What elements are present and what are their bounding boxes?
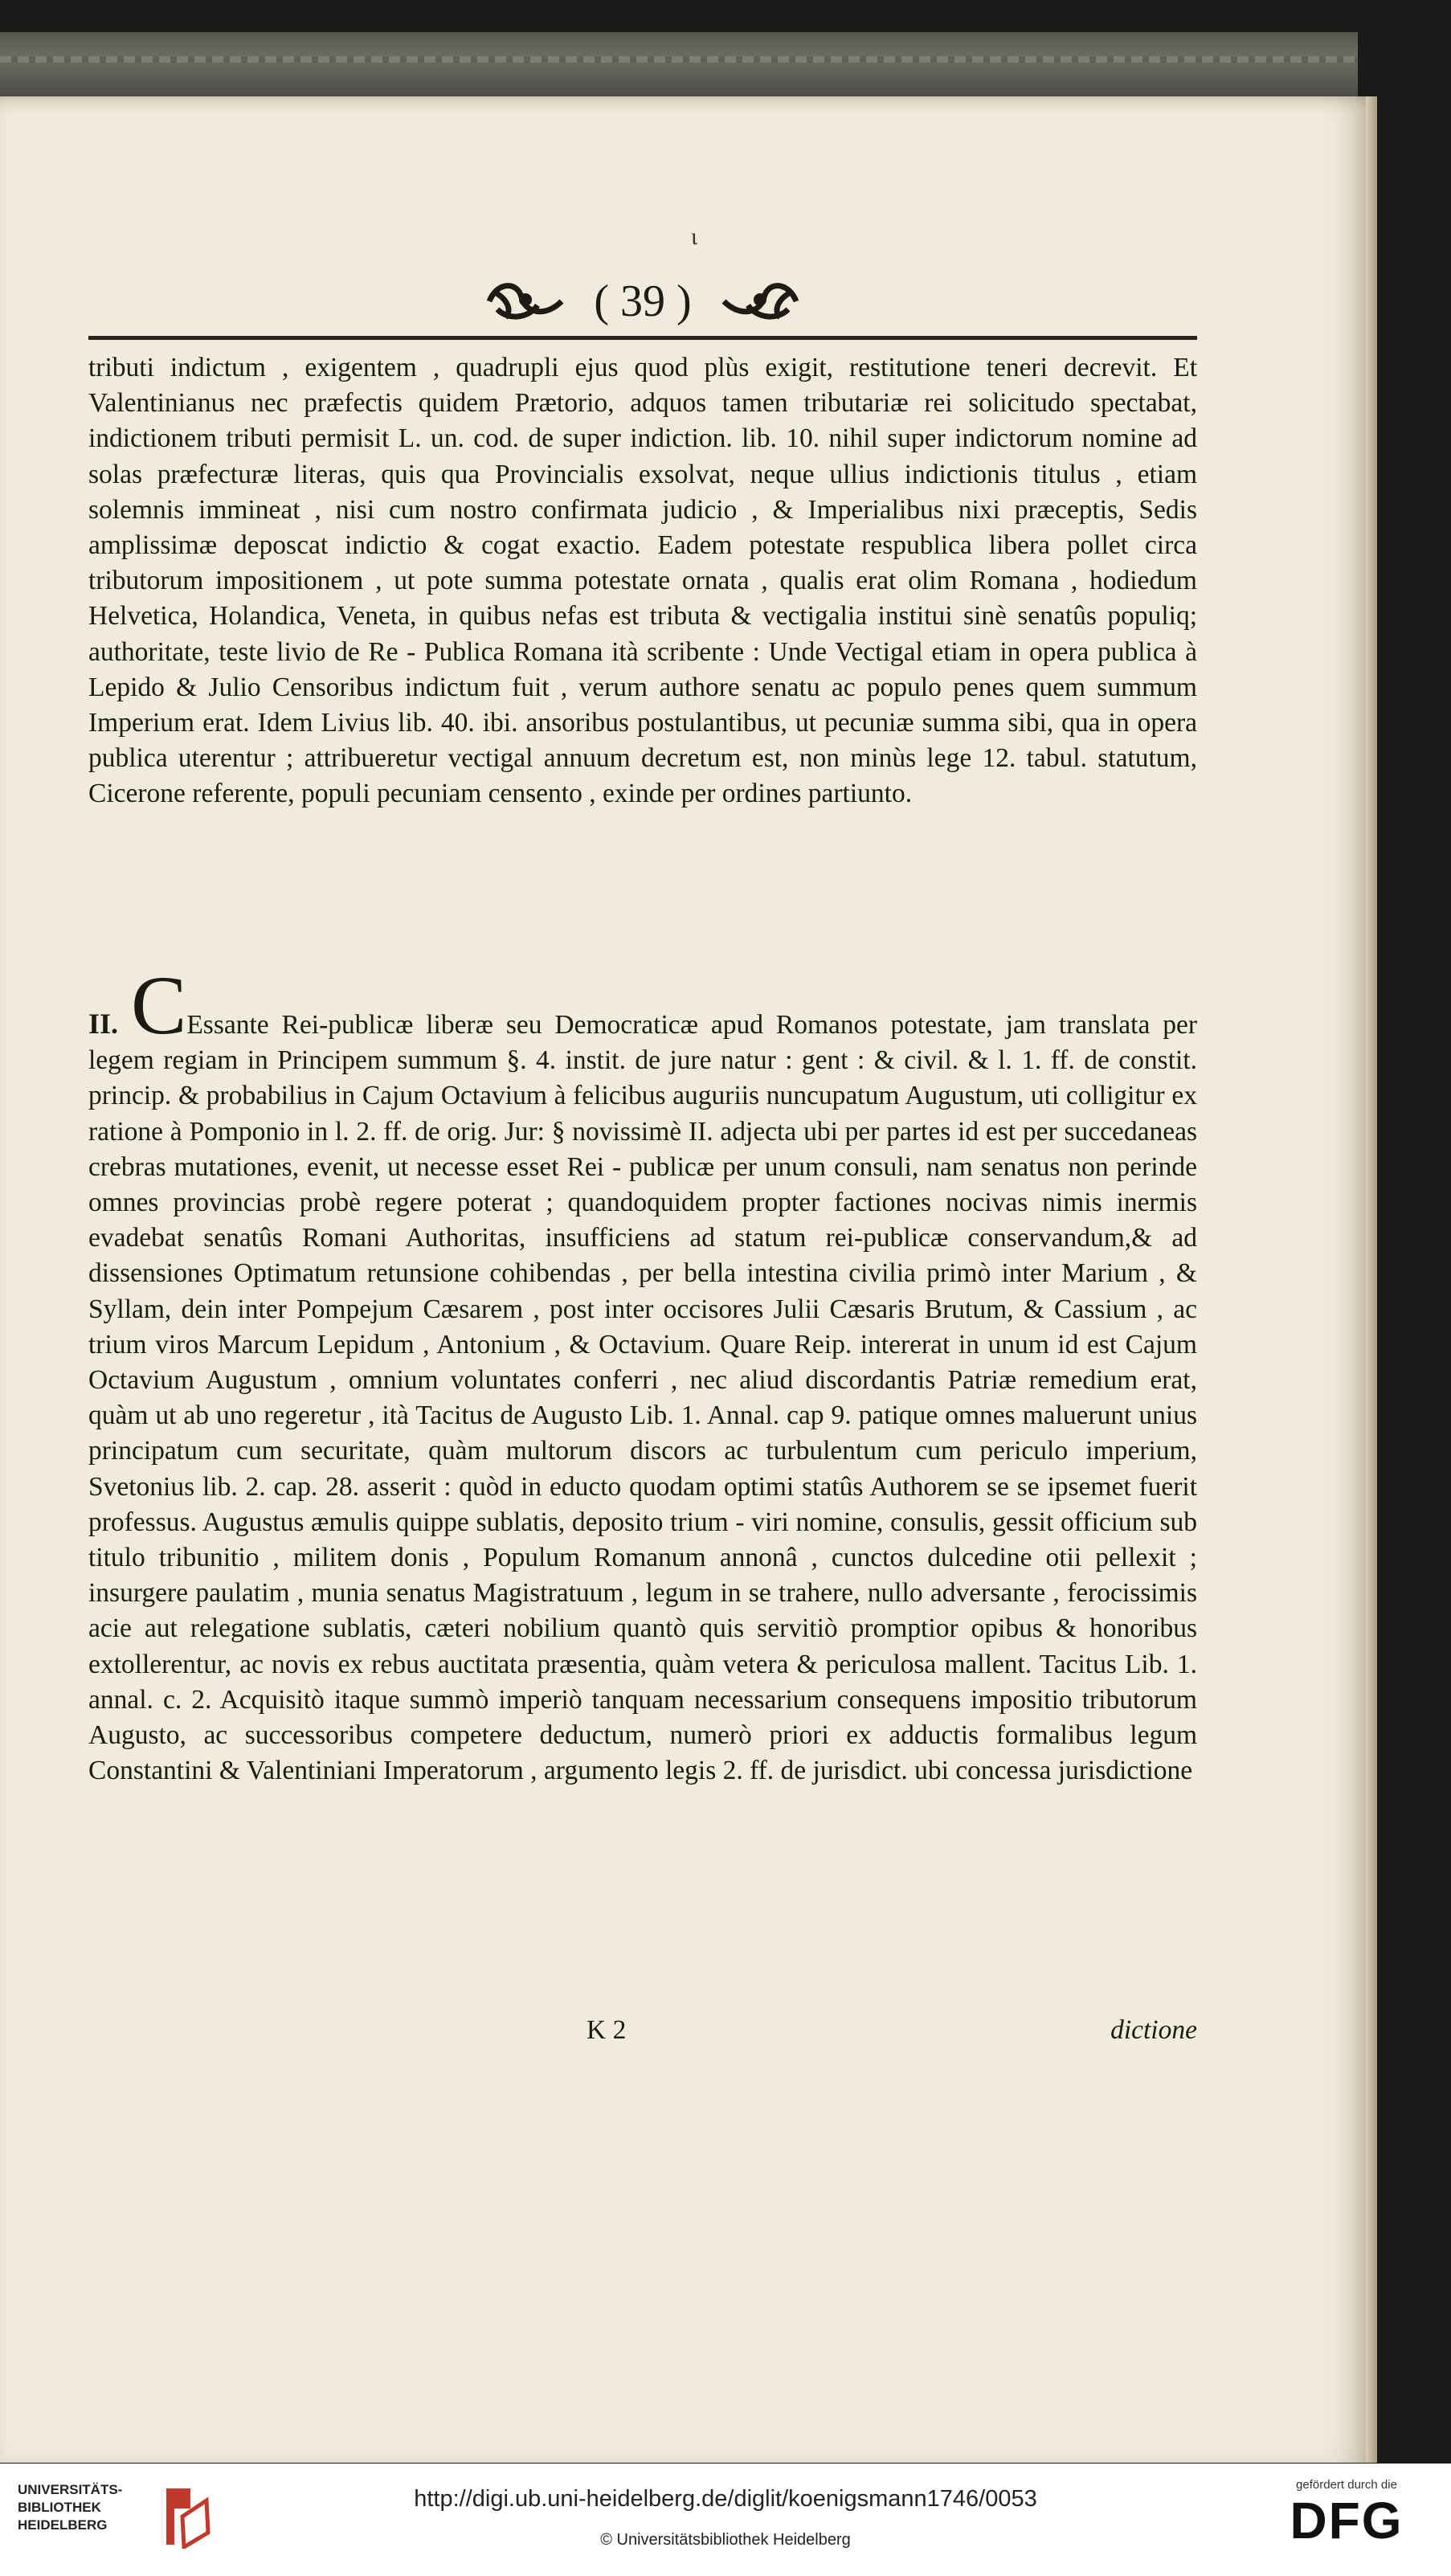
page-footer [88, 2015, 1197, 2051]
dfg-wordmark: DFG [1290, 2492, 1404, 2549]
right-ornament-icon [716, 277, 804, 325]
library-name-line-3: HEIDELBERG [18, 2517, 108, 2533]
funded-by-label: gefördert durch die [1296, 2478, 1397, 2492]
top-mark: ɩ [691, 223, 698, 250]
paragraph-2-body [88, 959, 1197, 1789]
dfg-logo[interactable] [1266, 2478, 1427, 2566]
catchword: dictione [1110, 2015, 1197, 2045]
paragraph-1 [88, 350, 1197, 812]
permalink-url[interactable]: http://digi.ub.uni-heidelberg.de/diglit/koenigsmann1746/0053 [414, 2486, 1037, 2512]
paragraph-2-text: Essante Rei-publicæ liberæ seu Democraticæ apud Romanos potestate, jam translata per legem regiam in Principem summum §. 4. instit. de jure natur : gent : & civil. & l. 1. ff. de constit. princip. & probabilius in Cajum Octavium à felicibus auguriis nuncupatum Augustum, uti colligitur ex ratione à Pomponio in l. 2. ff. de orig. Jur: § novissimè II. adjecta ubi per partes id est per succedaneas crebras mutationes, evenit, ut necesse esset Rei - publicæ per unum consuli, nam senatus non perinde omnes provincias probè regere poterat ; quandoquidem propter factiones nocivas nimis inermis evadebat senatûs Romani Authoritas, insufficiens ad statum rei-publicæ conservandum,& ad dissensiones Optimatum retunsione cohibendas , per bella intestina civilia primò inter Marium , & Syllam, dein inter Pompejum Cæsarem , post inter occisores Julii Cæsaris Brutum, & Cassium , ac trium viros Marcum Lepidum , Antonium , & Octavium. Quare Reip. intererat in unum id est Cajum Octavium Augustum , omnium voluntates conferri , nec aliud discordantis Patriæ remedium erat, quàm ut ab uno regeretur , ità Tacitus de Augusto Lib. 1. Annal. cap 9. patique omnes maluerunt unius principatum cum securitate, quàm multorum discors ac turbulentum cum periculo imperium, Svetonius lib. 2. cap. 28. asserit : quòd in educto quodam optimi statûs Authorem se se ipsemet fuerit professus. Augustus æmulis quippe sublatis, deposito trium - viri nomine, consulis, gessit officium sub titulo tribunitio , militem donis , Populum Romanum annonâ , cunctos dulcedine otii pellexit ; insurgere paulatim , munia senatus Magistratuum , legum in se trahere, nullo adversante , ferocissimis acie aut relegatione sublatis, cæteri nobilium quantò quis servitiò promptior opibus & honoribus extollerentur, ac novis ex rebus auctitata præsentia, quàm vetera & periculosa mallent. Tacitus Lib. 1. annal. c. 2. Acquisitò itaque summò imperiò tanquam necessarium consequens impositio tributorum Augusto, ac successoribus competere deductum, numerò priori ex adductis formalibus legum Constantini & Valentiniani Imperatorum , argumento legis 2. ff. de jurisdict. ubi concessa jurisdictione [88, 1010, 1197, 1786]
page-header [88, 265, 1197, 337]
paragraph-1-text: tributi indictum , exigentem , quadrupli ejus quod plùs exigit, restitutione teneri decrevit. Et Valentinianus nec præfectis quidem Prætorio, adquos tamen tributariæ rei solicitudo spectabat, indictionem tributi permisit L. un. cod. de super indiction. lib. 10. nihil super indictorum nomine ad solas præfecturæ literas, quis qua Provincialis exsolvat, neque ullius indictionis titulus , etiam solemnis immineat , nisi cum nostro confirmata judicio , & Imperialibus nixi præceptis, Sedis amplissimæ deposcat indictio & cogat exactio. Eadem potestate respublica libera pollet circa tributorum impositionem , ut pote summa potestate ornata , qualis erat olim Romana , hodiedum Helvetica, Holandica, Veneta, in quibus nefas est tributa & vectigalia institui sinè senatûs populiq; authoritate, teste livio de Re - Publica Romana ità scribente : Unde Vectigal etiam in opera publica à Lepido & Julio Censoribus indictum fuit , verum authore senatu ac populo penes quem summum Imperium erat. Idem Livius lib. 40. ibi. ansoribus postulantibus, ut pecuniæ summa sibi, qua in opera publica uterentur ; attribueretur vectigal annuum decretum est, non minùs lege 12. tabul. statutum, Cicerone referente, populi pecuniam censento , exinde per ordines partiunto. [88, 353, 1197, 809]
page-number: ( 39 ) [594, 276, 692, 326]
paragraph-2 [88, 959, 1197, 1789]
drop-capital: C [130, 959, 187, 1052]
page-edge [1366, 96, 1377, 2463]
library-name-line-2: BIBLIOTHEK [18, 2500, 101, 2515]
library-footer-bar [0, 2464, 1451, 2576]
copyright-notice: © Universitätsbibliothek Heidelberg [600, 2531, 851, 2549]
book-binding [0, 32, 1358, 99]
header-rule [88, 336, 1197, 340]
signature-mark: K 2 [587, 2015, 627, 2045]
library-name-line-1: UNIVERSITÄTS- [18, 2482, 123, 2497]
left-ornament-icon [481, 277, 570, 325]
section-number: II. [88, 1008, 119, 1040]
